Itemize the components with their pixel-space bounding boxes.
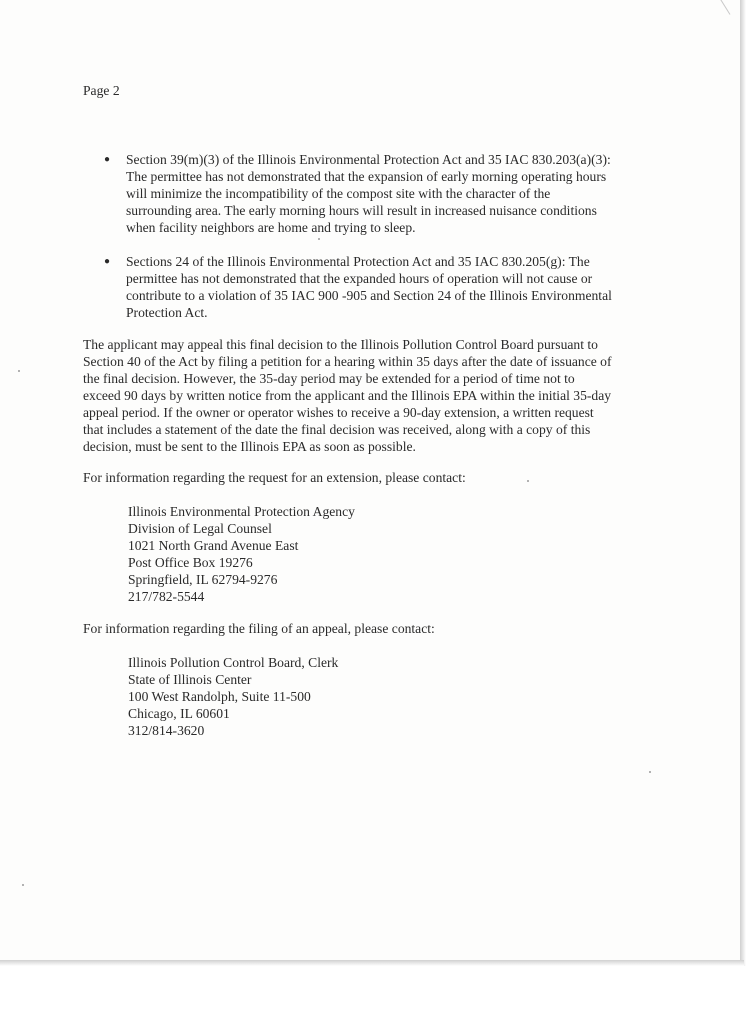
address-line: 1021 North Grand Avenue East — [128, 538, 299, 553]
paragraph-line: the final decision. However, the 35-day period may be extended for a period of time not to — [83, 371, 575, 386]
paragraph-line: exceed 90 days by written notice from the applicant and the Illinois EPA within the initial 35-day — [83, 388, 612, 403]
paragraph-line: The applicant may appeal this final decision to the Illinois Pollution Control Board pursuant to — [83, 337, 598, 352]
scan-speck — [649, 771, 651, 773]
bullet-item — [104, 253, 664, 321]
address-line: Illinois Pollution Control Board, Clerk — [128, 655, 339, 670]
address-line: Chicago, IL 60601 — [128, 706, 230, 721]
address-line: State of Illinois Center — [128, 672, 252, 687]
address-line: Springfield, IL 62794-9276 — [128, 572, 278, 587]
bullet-line: will minimize the incompatibility of the compost site with the character of the — [126, 186, 551, 201]
extension-contact-intro: For information regarding the request for an extension, please contact: — [83, 470, 466, 485]
extension-contact-address — [128, 503, 355, 605]
bullet-line: Section 39(m)(3) of the Illinois Environmental Protection Act and 35 IAC 830.203(a)(3): — [126, 152, 611, 167]
scan-speck — [18, 370, 20, 372]
bullet-icon: ● — [104, 154, 111, 165]
paragraph-line: appeal period. If the owner or operator wishes to receive a 90-day extension, a written request — [83, 405, 594, 420]
address-line: 100 West Randolph, Suite 11-500 — [128, 689, 311, 704]
address-line: 312/814-3620 — [128, 723, 205, 738]
bullet-item — [104, 151, 664, 236]
scan-speck — [22, 884, 24, 886]
bullet-line: Sections 24 of the Illinois Environmental Protection Act and 35 IAC 830.205(g): The — [126, 254, 590, 269]
paragraph-line: Section 40 of the Act by filing a petition for a hearing within 35 days after the date of issuance of — [83, 354, 612, 369]
bullet-line: surrounding area. The early morning hours will result in increased nuisance conditions — [126, 203, 597, 218]
appeal-contact-intro: For information regarding the filing of an appeal, please contact: — [83, 621, 435, 636]
paragraph-line: that includes a statement of the date the final decision was received, along with a copy of this — [83, 422, 591, 437]
address-line: Division of Legal Counsel — [128, 521, 272, 536]
page-bottom-shadow — [0, 960, 744, 966]
paragraph-line: decision, must be sent to the Illinois EPA as soon as possible. — [83, 439, 416, 454]
page-side-shadow — [740, 0, 746, 966]
appeal-contact-address — [128, 654, 338, 739]
page-number: Page 2 — [83, 83, 120, 98]
address-line: Illinois Environmental Protection Agency — [128, 504, 355, 519]
bullet-line: Protection Act. — [126, 305, 208, 320]
bullet-icon: ● — [104, 256, 111, 267]
address-line: 217/782-5544 — [128, 589, 205, 604]
bullet-line: permittee has not demonstrated that the expanded hours of operation will not cause or — [126, 271, 593, 286]
bullet-line: contribute to a violation of 35 IAC 900 -905 and Section 24 of the Illinois Environmental — [126, 288, 612, 303]
appeal-paragraph — [83, 336, 663, 455]
bullet-line: when facility neighbors are home and trying to sleep. — [126, 220, 416, 235]
address-line: Post Office Box 19276 — [128, 555, 253, 570]
scan-artifact-line — [716, 0, 731, 15]
bullet-list — [104, 151, 664, 338]
bullet-line: The permittee has not demonstrated that the expansion of early morning operating hours — [126, 169, 607, 184]
